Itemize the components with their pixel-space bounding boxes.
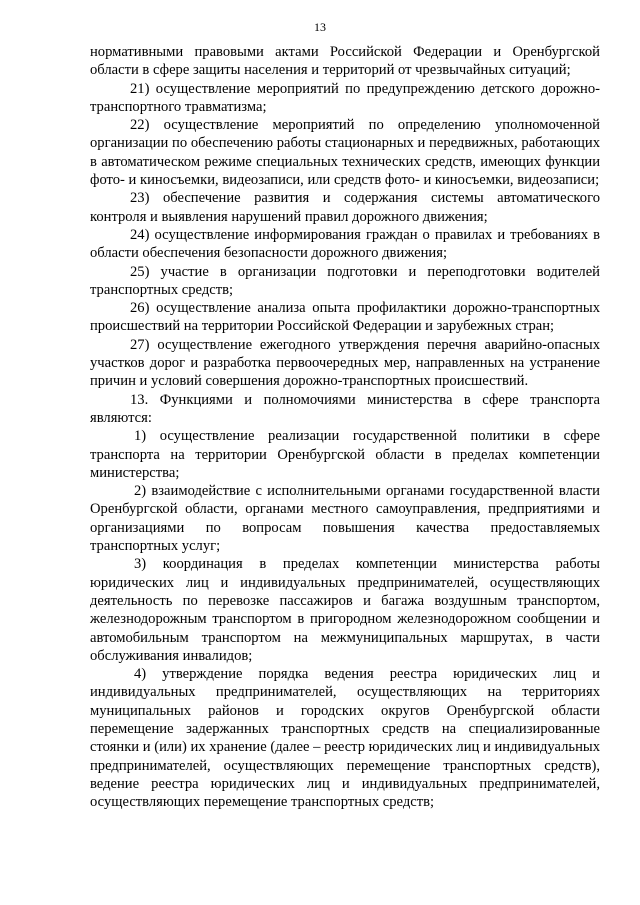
paragraph-continuation: нормативными правовыми актами Российской Федерации и Оренбургской области в сфере защиты населения и территорий от чрезвычайных ситуаций; [90,44,600,79]
paragraph-item-22: 22) осуществление мероприятий по определению уполномоченной организации по обеспечению работы стационарных и передвижных, работающих в автоматическом режиме специальных технических средств, имеющих функции фото- и киносъемки, видеозаписи, или средств фото- и киносъемки, видеозаписи; [90,117,600,189]
page-number: 13 [314,20,326,34]
paragraph-item-25: 25) участие в организации подготовки и переподготовки водителей транспортных средств; [90,263,600,298]
paragraph-item-4: 4) утверждение порядка ведения реестра юридических лиц и индивидуальных предпринимателей, осуществляющих на территориях муниципальных районов и городских округов Оренбургской области перемещение задержанных транспортных средств на специализированные стоянки и (или) их хранение (далее – реестр юридических лиц и индивидуальных предпринимателей, осуществляющих перемещение транспортных средств), ведение реестра юридических лиц и индивидуальных предпринимателей, осуществляющих перемещение транспортных средств; [90,666,600,811]
paragraph-item-23: 23) обеспечение развития и содержания системы автоматического контроля и выявления нарушений правил дорожного движения; [90,190,600,225]
paragraph-item-27: 27) осуществление ежегодного утверждения перечня аварийно-опасных участков дорог и разработка первоочередных мер, направленных на устранение причин и условий совершения дорожно-транспортных происшествий. [90,336,600,390]
paragraph-item-2: 2) взаимодействие с исполнительными органами государственной власти Оренбургской области, органами местного самоуправления, предприятиями и организациями по вопросам повышения качества предоставляемых транспортных услуг; [90,483,600,555]
document-body [90,43,600,811]
paragraph-item-1: 1) осуществление реализации государственной политики в сфере транспорта на территории Оренбургской области в пределах компетенции министерства; [90,428,600,481]
paragraph-item-21: 21) осуществление мероприятий по предупреждению детского дорожно-транспортного травматизма; [90,80,600,115]
paragraph-item-24: 24) осуществление информирования граждан о правилах и требованиях в области обеспечения безопасности дорожного движения; [90,226,600,262]
paragraph-item-3: 3) координация в пределах компетенции министерства работы юридических лиц и индивидуальных предпринимателей, осуществляющих деятельность по перевозке пассажиров и багажа воздушным транспортом, железнодорожным транспортом в пригородном железнодорожном сообщении и автомобильным транспортом на межмуниципальных маршрутах, в части обслуживания инвалидов; [90,556,600,664]
paragraph-section-13: 13. Функциями и полномочиями министерства в сфере транспорта являются: [90,391,600,426]
paragraph-item-26: 26) осуществление анализа опыта профилактики дорожно-транспортных происшествий на территории Российской Федерации и зарубежных стран; [90,300,600,335]
